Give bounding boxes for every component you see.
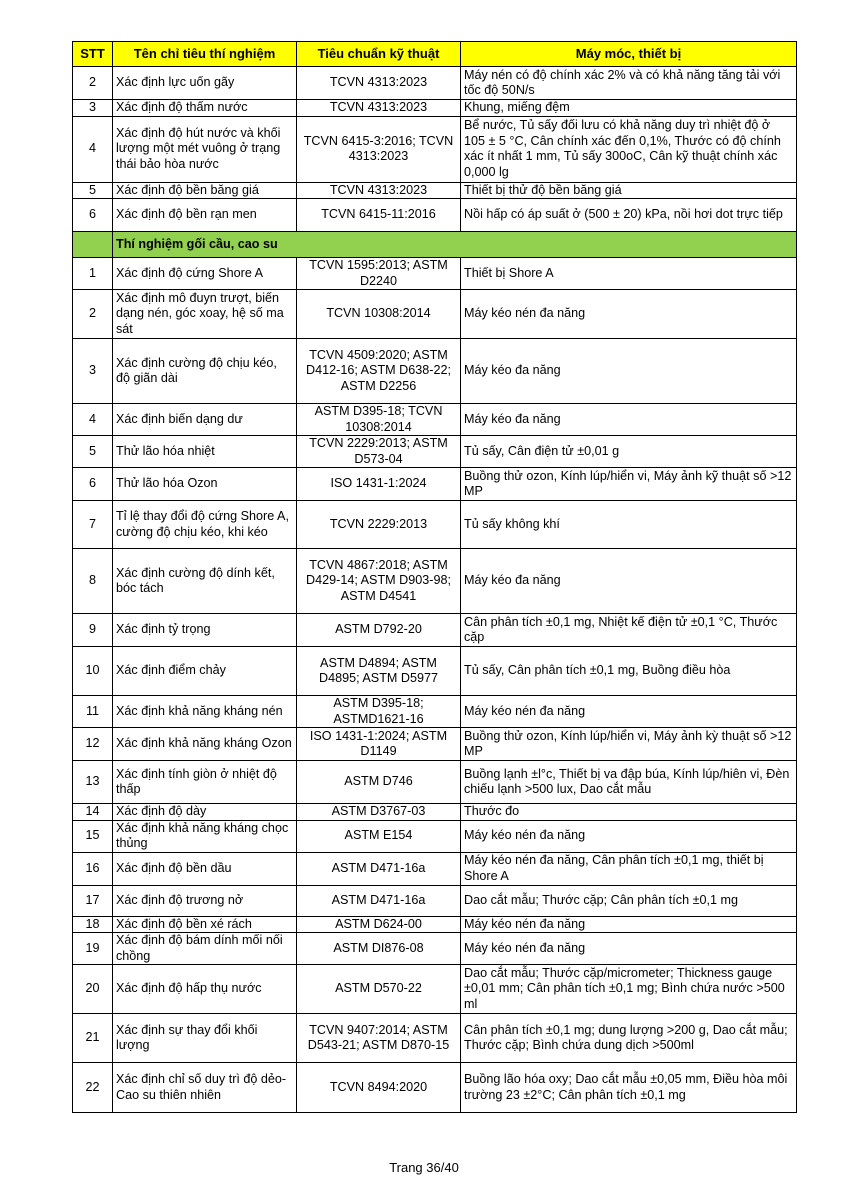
cell-stt: 10: [73, 647, 113, 696]
test-table: [72, 41, 797, 1113]
table-row: [73, 614, 797, 647]
cell-equipment: Bể nước, Tủ sấy đối lưu có khả năng duy trì nhiệt độ ở 105 ± 5 °C, Cân chính xác đến 0,1%, Thước có độ chính xác ít nhất 1 mm, Tủ sấy 300oC, Cân kỹ thuật chính xác 0,000 lg: [461, 116, 797, 182]
table-row: [73, 258, 797, 290]
cell-standard: ISO 1431-1:2024; ASTM D1149: [297, 728, 461, 761]
header-stt: STT: [73, 42, 113, 67]
cell-stt: 2: [73, 290, 113, 339]
cell-stt: 6: [73, 199, 113, 232]
cell-equipment: Nồi hấp có áp suất ở (500 ± 20) kPa, nồi hơi dot trực tiếp: [461, 199, 797, 232]
cell-name: Xác định lực uốn gãy: [113, 67, 297, 100]
cell-name: Xác định độ thấm nước: [113, 100, 297, 117]
cell-standard: TCVN 1595:2013; ASTM D2240: [297, 258, 461, 290]
cell-equipment: Buồng lạnh ±l°c, Thiết bị va đập búa, Kính lúp/hiên vi, Đèn chiếu lạnh >500 lux, Dao cắt mẫu: [461, 761, 797, 804]
cell-stt: 1: [73, 258, 113, 290]
cell-name: Xác định độ cứng Shore A: [113, 258, 297, 290]
cell-equipment: Buồng lão hóa oxy; Dao cắt mẫu ±0,05 mm, Điều hòa môi trường 23 ±2°C; Cân phân tích ±0,1 mg: [461, 1063, 797, 1113]
cell-name: Xác định biến dạng dư: [113, 404, 297, 436]
cell-equipment: Cân phân tích ±0,1 mg; dung lượng >200 g, Dao cắt mẫu; Thước cặp; Bình chứa dung dịch >500ml: [461, 1014, 797, 1063]
cell-stt: 5: [73, 436, 113, 468]
cell-name: Xác định chỉ số duy trì độ dẻo- Cao su thiên nhiên: [113, 1063, 297, 1113]
cell-equipment: Máy kéo nén đa năng: [461, 820, 797, 852]
cell-name: Xác định khả năng kháng nén: [113, 696, 297, 728]
cell-stt: 14: [73, 804, 113, 821]
cell-standard: ASTM D395-18; ASTMD1621-16: [297, 696, 461, 728]
cell-equipment: Tủ sấy, Cân điện tử ±0,01 g: [461, 436, 797, 468]
cell-standard: ASTM E154: [297, 820, 461, 852]
cell-standard: TCVN 4313:2023: [297, 67, 461, 100]
cell-stt: 21: [73, 1014, 113, 1063]
table-row: [73, 647, 797, 696]
table-header-row: [73, 42, 797, 67]
table-row: [73, 820, 797, 852]
cell-name: Thử lão hóa Ozon: [113, 468, 297, 501]
cell-stt: 13: [73, 761, 113, 804]
table-row: [73, 182, 797, 199]
header-name: Tên chỉ tiêu thí nghiệm: [113, 42, 297, 67]
cell-name: Xác định độ hấp thụ nước: [113, 965, 297, 1014]
table-row: [73, 728, 797, 761]
cell-standard: TCVN 4313:2023: [297, 182, 461, 199]
cell-stt: 11: [73, 696, 113, 728]
table-body: [73, 67, 797, 1113]
cell-name: Xác định độ trương nở: [113, 885, 297, 916]
cell-standard: TCVN 4313:2023: [297, 100, 461, 117]
cell-equipment: Tủ sấy không khí: [461, 501, 797, 549]
section-row: [73, 232, 797, 258]
cell-stt: 22: [73, 1063, 113, 1113]
cell-stt: 7: [73, 501, 113, 549]
cell-equipment: Thước đo: [461, 804, 797, 821]
cell-equipment: Máy kéo nén đa năng, Cân phân tích ±0,1 mg, thiết bị Shore A: [461, 852, 797, 885]
header-equipment: Máy móc, thiết bị: [461, 42, 797, 67]
section-stt-cell: [73, 232, 113, 258]
cell-equipment: Máy kéo nén đa năng: [461, 933, 797, 965]
cell-name: Xác định độ hút nước và khối lượng một mét vuông ở trạng thái bảo hòa nước: [113, 116, 297, 182]
cell-equipment: Buồng thử ozon, Kính lúp/hiển vi, Máy ảnh kỹ thuật số >12 MP: [461, 468, 797, 501]
table-row: [73, 339, 797, 404]
cell-standard: TCVN 2229:2013; ASTM D573-04: [297, 436, 461, 468]
cell-stt: 3: [73, 339, 113, 404]
cell-standard: ASTM D624-00: [297, 916, 461, 933]
cell-name: Xác định cường độ dính kết, bóc tách: [113, 549, 297, 614]
table-row: [73, 199, 797, 232]
table-row: [73, 965, 797, 1014]
cell-name: Xác định mô đuyn trượt, biến dạng nén, góc xoay, hệ số ma sát: [113, 290, 297, 339]
cell-name: Xác định khả năng kháng chọc thủng: [113, 820, 297, 852]
table-row: [73, 916, 797, 933]
table-row: [73, 290, 797, 339]
table-row: [73, 761, 797, 804]
cell-stt: 15: [73, 820, 113, 852]
cell-name: Xác định độ dày: [113, 804, 297, 821]
cell-name: Xác định cường độ chịu kéo, độ giãn dài: [113, 339, 297, 404]
cell-equipment: Máy kéo nén đa năng: [461, 290, 797, 339]
table-row: [73, 1063, 797, 1113]
cell-standard: ISO 1431-1:2024: [297, 468, 461, 501]
cell-stt: 16: [73, 852, 113, 885]
cell-equipment: Buồng thử ozon, Kính lúp/hiển vi, Máy ảnh kỳ thuật số >12 MP: [461, 728, 797, 761]
cell-standard: ASTM DI876-08: [297, 933, 461, 965]
cell-stt: 4: [73, 116, 113, 182]
cell-name: Xác định độ bền dầu: [113, 852, 297, 885]
cell-standard: TCVN 4867:2018; ASTM D429-14; ASTM D903-98; ASTM D4541: [297, 549, 461, 614]
cell-standard: ASTM D570-22: [297, 965, 461, 1014]
table-row: [73, 696, 797, 728]
table-row: [73, 404, 797, 436]
cell-stt: 19: [73, 933, 113, 965]
section-title: Thí nghiệm gối cầu, cao su: [113, 232, 797, 258]
cell-stt: 8: [73, 549, 113, 614]
cell-stt: 6: [73, 468, 113, 501]
cell-standard: TCVN 6415-11:2016: [297, 199, 461, 232]
cell-equipment: Khung, miếng đệm: [461, 100, 797, 117]
cell-standard: ASTM D395-18; TCVN 10308:2014: [297, 404, 461, 436]
cell-standard: TCVN 9407:2014; ASTM D543-21; ASTM D870-15: [297, 1014, 461, 1063]
cell-standard: ASTM D471-16a: [297, 885, 461, 916]
table-row: [73, 549, 797, 614]
cell-name: Tỉ lệ thay đổi độ cứng Shore A, cường độ chịu kéo, khi kéo: [113, 501, 297, 549]
cell-equipment: Máy nén có độ chính xác 2% và có khả năng tăng tải với tốc độ 50N/s: [461, 67, 797, 100]
cell-stt: 12: [73, 728, 113, 761]
cell-name: Thử lão hóa nhiệt: [113, 436, 297, 468]
table-row: [73, 100, 797, 117]
cell-stt: 3: [73, 100, 113, 117]
cell-name: Xác định khả năng kháng Ozon: [113, 728, 297, 761]
cell-equipment: Thiết bị thử độ bền băng giá: [461, 182, 797, 199]
cell-stt: 17: [73, 885, 113, 916]
cell-standard: TCVN 2229:2013: [297, 501, 461, 549]
cell-name: Xác định độ bền rạn men: [113, 199, 297, 232]
table-row: [73, 1014, 797, 1063]
cell-standard: TCVN 4509:2020; ASTM D412-16; ASTM D638-22; ASTM D2256: [297, 339, 461, 404]
table-row: [73, 885, 797, 916]
table-row: [73, 852, 797, 885]
cell-name: Xác định điểm chảy: [113, 647, 297, 696]
cell-equipment: Dao cắt mẫu; Thước cặp/micrometer; Thickness gauge ±0,01 mm; Cân phân tích ±0,1 mg; Bình chứa nước >500 ml: [461, 965, 797, 1014]
cell-equipment: Thiết bị Shore A: [461, 258, 797, 290]
cell-stt: 9: [73, 614, 113, 647]
cell-equipment: Máy kéo nén đa năng: [461, 696, 797, 728]
cell-name: Xác định độ bền băng giá: [113, 182, 297, 199]
cell-standard: ASTM D792-20: [297, 614, 461, 647]
cell-stt: 5: [73, 182, 113, 199]
cell-name: Xác định độ bám dính mối nối chồng: [113, 933, 297, 965]
cell-name: Xác định sự thay đổi khối lượng: [113, 1014, 297, 1063]
cell-standard: ASTM D746: [297, 761, 461, 804]
table-row: [73, 116, 797, 182]
cell-name: Xác định tỷ trọng: [113, 614, 297, 647]
cell-equipment: Máy kéo đa năng: [461, 404, 797, 436]
table-row: [73, 436, 797, 468]
cell-stt: 4: [73, 404, 113, 436]
cell-equipment: Tủ sấy, Cân phân tích ±0,1 mg, Buồng điều hòa: [461, 647, 797, 696]
cell-stt: 20: [73, 965, 113, 1014]
cell-equipment: Cân phân tích ±0,1 mg, Nhiệt kế điện tử ±0,1 °C, Thước cặp: [461, 614, 797, 647]
cell-standard: ASTM D3767-03: [297, 804, 461, 821]
page-number: Trang 36/40: [389, 1160, 459, 1175]
cell-name: Xác định độ bền xé rách: [113, 916, 297, 933]
cell-equipment: Máy kéo đa năng: [461, 549, 797, 614]
table-row: [73, 468, 797, 501]
cell-standard: TCVN 10308:2014: [297, 290, 461, 339]
cell-standard: ASTM D4894; ASTM D4895; ASTM D5977: [297, 647, 461, 696]
header-standard: Tiêu chuẩn kỹ thuật: [297, 42, 461, 67]
table-row: [73, 804, 797, 821]
cell-standard: TCVN 6415-3:2016; TCVN 4313:2023: [297, 116, 461, 182]
cell-standard: TCVN 8494:2020: [297, 1063, 461, 1113]
cell-name: Xác định tính giòn ở nhiệt độ thấp: [113, 761, 297, 804]
table-row: [73, 933, 797, 965]
table-row: [73, 501, 797, 549]
cell-stt: 2: [73, 67, 113, 100]
cell-standard: ASTM D471-16a: [297, 852, 461, 885]
cell-equipment: Máy kéo đa năng: [461, 339, 797, 404]
cell-equipment: Dao cắt mẫu; Thước cặp; Cân phân tích ±0,1 mg: [461, 885, 797, 916]
cell-stt: 18: [73, 916, 113, 933]
table-row: [73, 67, 797, 100]
cell-equipment: Máy kéo nén đa năng: [461, 916, 797, 933]
